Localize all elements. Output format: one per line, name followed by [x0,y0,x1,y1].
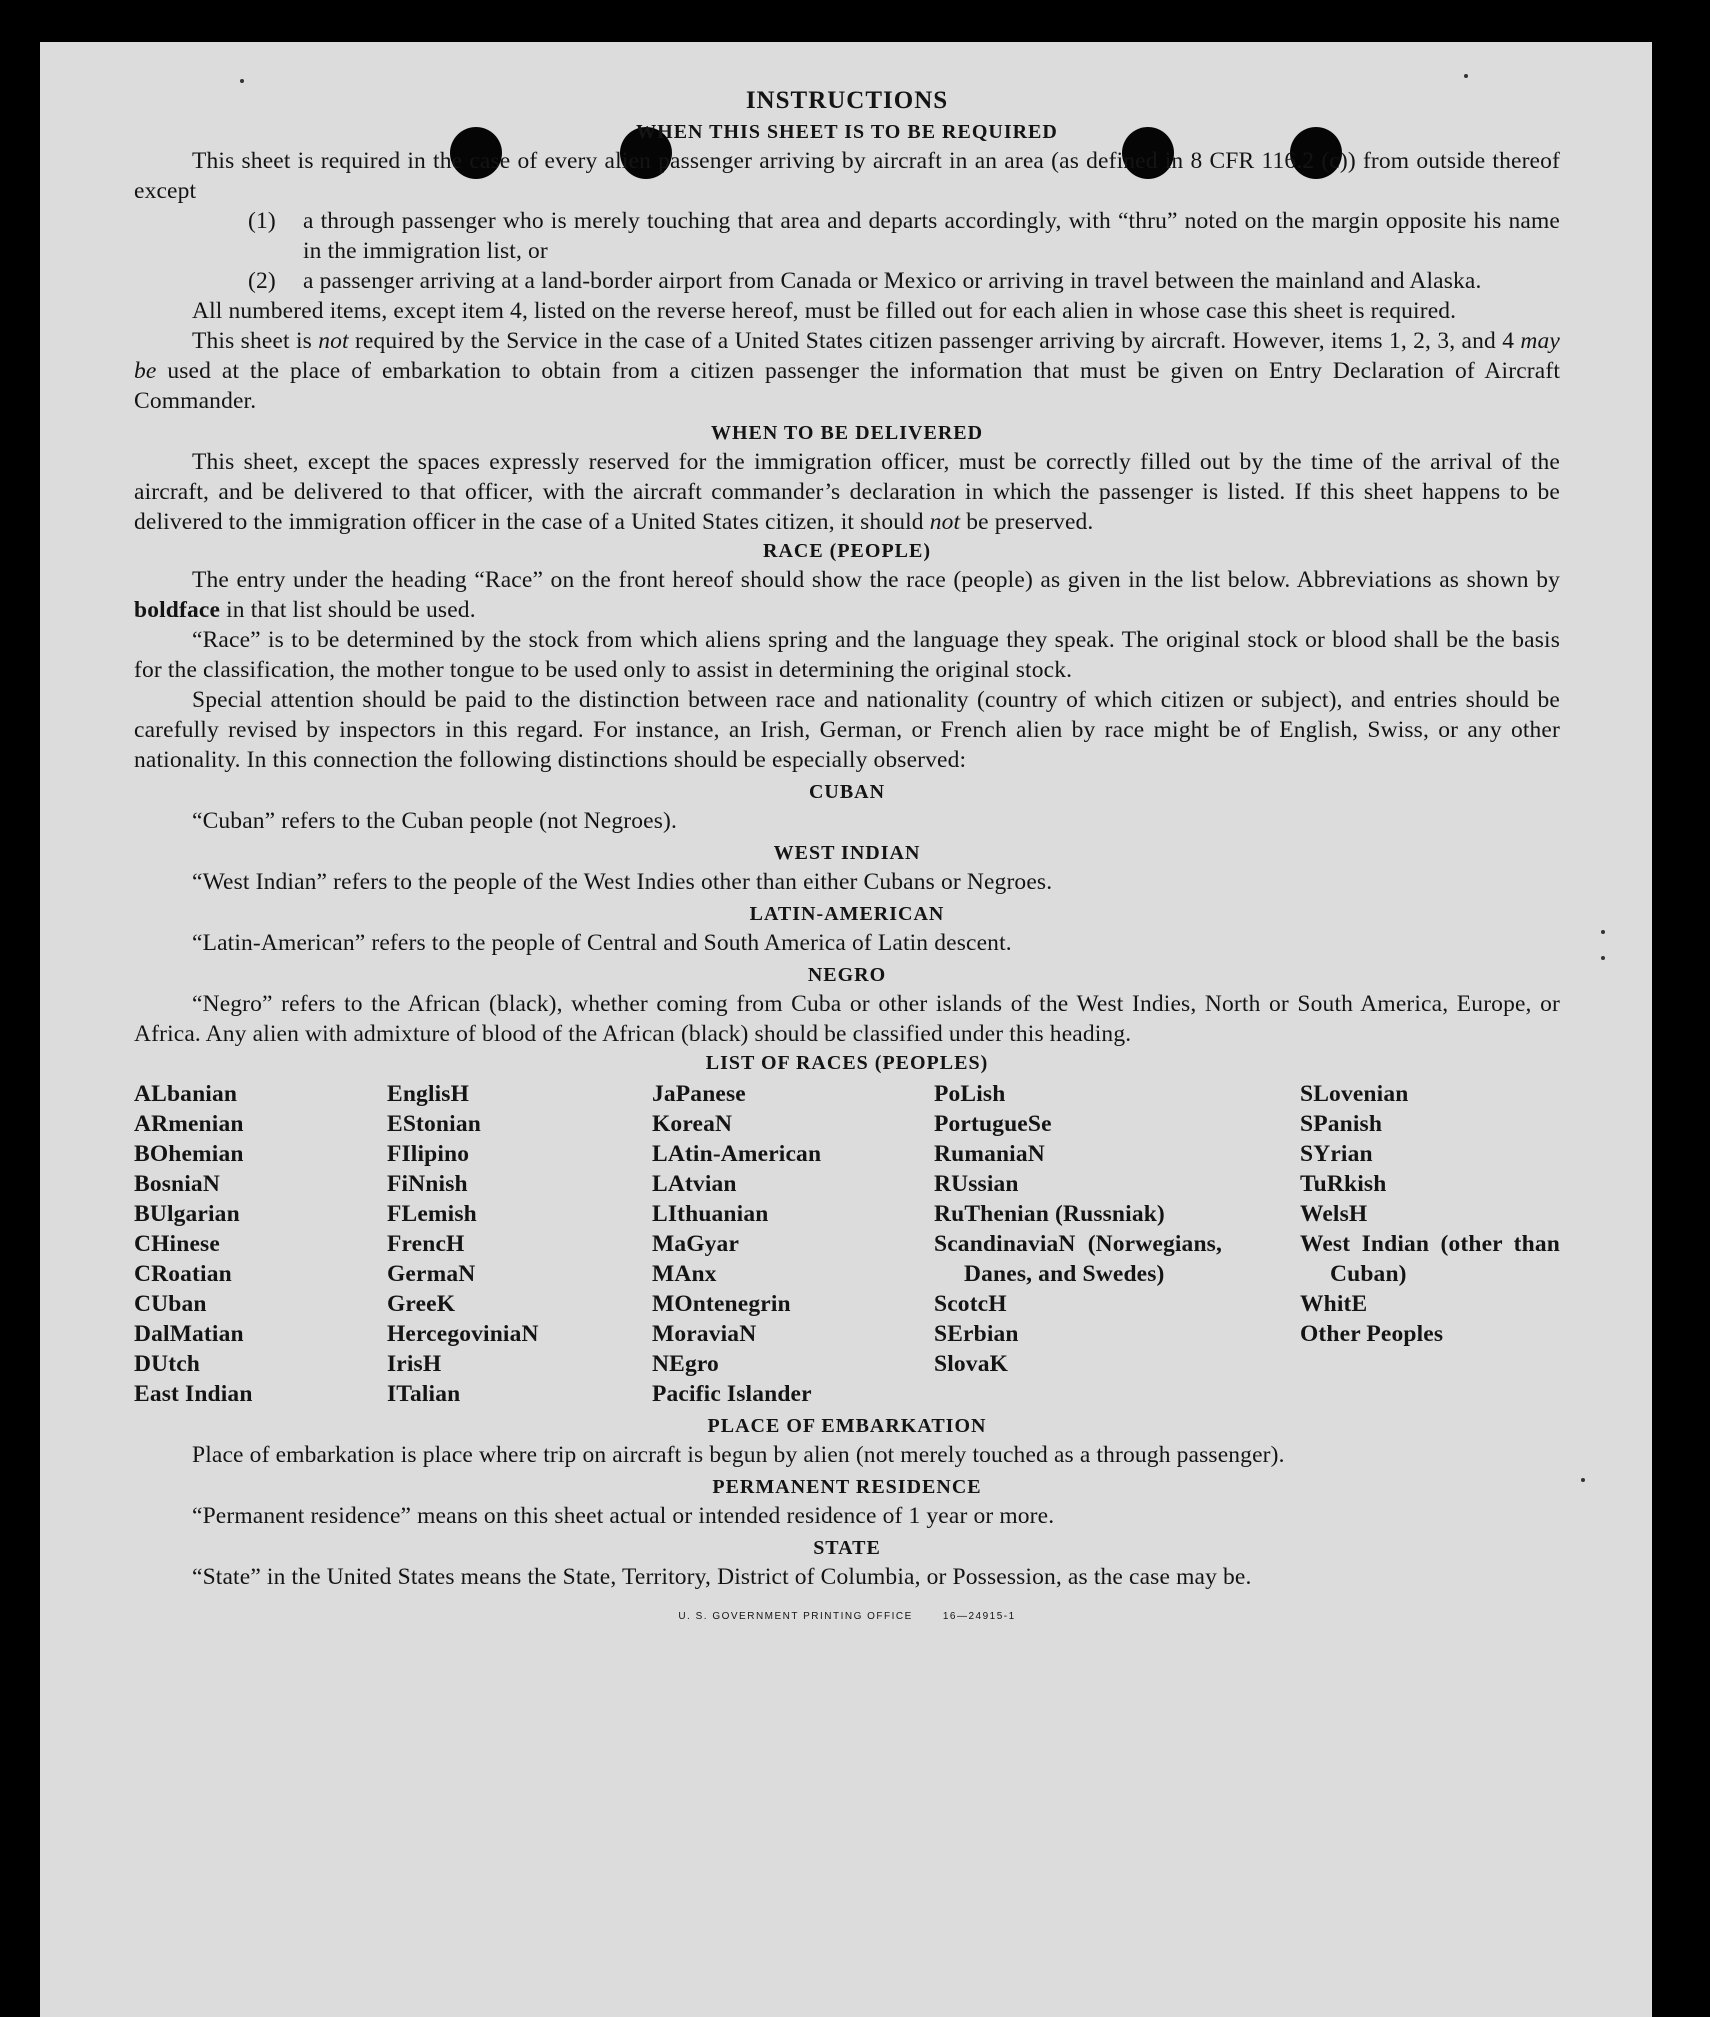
races-list [134,1079,1560,1409]
race-entry: RumaniaN [934,1141,1045,1167]
item-number: (2) [248,268,276,294]
race-entry: SYrian [1300,1141,1373,1167]
race-entry: EnglisH [387,1081,470,1107]
race-entry: JaPanese [652,1081,746,1107]
races-column [387,1079,652,1409]
item-number: (1) [248,208,276,234]
race-entry: ScandinaviaN (Norwegians, Danes, and Swedes) [934,1231,1222,1287]
race-entry: RuThenian (Russniak) [934,1201,1165,1227]
section-heading-state: STATE [813,1537,881,1559]
race-entry: EStonian [387,1111,481,1137]
paragraph: This sheet, except the spaces expressly reserved for the immigration officer, must be correctly filled out by the time of the arrival of the aircraft, and be delivered to that officer, with the aircraft commander’s declaration in which the passenger is listed. If this sheet happens to be delivered to the immigration officer in the case of a United States citizen, it should not be preserved. [134,449,1560,535]
race-entry: MAnx [652,1261,717,1287]
race-entry: FrencH [387,1231,465,1257]
section-heading-race: RACE (PEOPLE) [763,540,931,562]
item-text: a through passenger who is merely touching that area and departs accordingly, with “thru” noted on the margin opposite his name in the immigration list, or [303,208,1560,264]
form-code: 16—24915-1 [942,1611,1016,1622]
race-entry: GreeK [387,1291,456,1317]
race-entry: SLovenian [1300,1081,1409,1107]
paragraph: This sheet is not required by the Service in the case of a United States citizen passenger arriving by aircraft. However, items 1, 2, 3, and 4 may be used at the place of embarkation to obtain from a citizen passenger the information that must be given on Entry Declaration of Aircraft Commander. [134,328,1560,414]
paragraph: All numbered items, except item 4, listed on the reverse hereof, must be filled out for each alien in whose case this sheet is required. [192,298,1457,324]
race-entry: CHinese [134,1231,220,1257]
race-entry: HercegoviniaN [387,1321,539,1347]
section-heading-embarkation: PLACE OF EMBARKATION [707,1415,987,1437]
race-entry: Other Peoples [1300,1321,1444,1347]
races-column [134,1079,387,1409]
race-entry: ITalian [387,1381,461,1407]
race-entry: WelsH [1300,1201,1368,1227]
race-entry: RUssian [934,1171,1019,1197]
paragraph: “Race” is to be determined by the stock from which aliens spring and the language they speak. The original stock or blood shall be the basis for the classification, the mother tongue to be used only to assist in determining the original stock. [134,627,1560,683]
race-entry: SlovaK [934,1351,1009,1377]
section-heading-delivered: WHEN TO BE DELIVERED [710,422,984,444]
race-entry: WhitE [1300,1291,1368,1317]
speck [1601,956,1605,960]
race-entry: NEgro [652,1351,719,1377]
race-entry: DUtch [134,1351,201,1377]
paragraph: Special attention should be paid to the distinction between race and nationality (country of which citizen or subject), and entries should be carefully revised by inspectors in this regard. For instance, an Irish, German, or French alien by race might be of English, Swiss, or any other nationality. In this connection the following distinctions should be especially observed: [134,687,1560,773]
race-entry: KoreaN [652,1111,733,1137]
race-entry: FiNnish [387,1171,468,1197]
race-entry: BosniaN [134,1171,220,1197]
printer-name: U. S. GOVERNMENT PRINTING OFFICE [678,1611,913,1622]
race-entry: SPanish [1300,1111,1383,1137]
race-entry: ALbanian [134,1081,238,1107]
races-column [652,1079,934,1409]
race-entry: PortugueSe [934,1111,1052,1137]
instructions-text [134,84,1560,1622]
race-entry: West Indian (other than Cuban) [1300,1231,1560,1287]
paragraph: The entry under the heading “Race” on the front hereof should show the race (people) as given in the list below. Abbreviations as shown by boldface in that list should be used. [134,567,1560,623]
section-heading-required: WHEN THIS SHEET IS TO BE REQUIRED [636,121,1058,143]
races-column [1300,1079,1560,1409]
item-text: a passenger arriving at a land-border airport from Canada or Mexico or arriving in travel between the mainland and Alaska. [303,268,1482,294]
race-entry: CUban [134,1291,207,1317]
section-heading-cuban: CUBAN [808,781,886,803]
paragraph: “Latin-American” refers to the people of Central and South America of Latin descent. [192,930,1012,956]
paragraph: This sheet is required in the case of every alien passenger arriving by aircraft in an area (as defined in 8 CFR 116.2 (c)) from outside thereof except [134,148,1560,204]
section-heading-latin-american: LATIN-AMERICAN [749,903,945,925]
race-entry: ScotcH [934,1291,1007,1317]
race-entry: GermaN [387,1261,476,1287]
paragraph: Place of embarkation is place where trip on aircraft is begun by alien (not merely touched as a through passenger). [192,1442,1285,1468]
speck [1464,74,1468,78]
exception-item [248,266,1560,296]
race-entry: DalMatian [134,1321,244,1347]
race-entry: FIlipino [387,1141,470,1167]
race-entry: MaGyar [652,1231,740,1257]
race-entry: MoraviaN [652,1321,757,1347]
printer-footer [134,1602,1560,1632]
exception-item [248,206,1560,266]
race-entry: LAtvian [652,1171,737,1197]
section-heading-west-indian: WEST INDIAN [773,842,921,864]
race-entry: SErbian [934,1321,1019,1347]
race-entry: ARmenian [134,1111,244,1137]
race-entry: BOhemian [134,1141,244,1167]
race-entry: TuRkish [1300,1171,1387,1197]
race-entry: IrisH [387,1351,442,1377]
section-heading-races-list: LIST OF RACES (PEOPLES) [705,1052,989,1074]
race-entry: LAtin-American [652,1141,822,1167]
race-entry: East Indian [134,1381,253,1407]
document-page [40,42,1652,2017]
speck [240,79,244,83]
race-entry: PoLish [934,1081,1006,1107]
race-entry: FLemish [387,1201,477,1227]
races-column [934,1079,1222,1409]
speck [1601,930,1605,934]
race-entry: Pacific Islander [652,1381,812,1407]
paragraph: “Cuban” refers to the Cuban people (not Negroes). [192,808,678,834]
race-entry: BUlgarian [134,1201,240,1227]
race-entry: LIthuanian [652,1201,769,1227]
paragraph: “West Indian” refers to the people of the West Indies other than either Cubans or Negroes. [192,869,1053,895]
paragraph: “Negro” refers to the African (black), whether coming from Cuba or other islands of the West Indies, North or South America, Europe, or Africa. Any alien with admixture of blood of the African (black) should be classified under this heading. [134,991,1560,1047]
paragraph: “Permanent residence” means on this sheet actual or intended residence of 1 year or more. [192,1503,1055,1529]
race-entry: MOntenegrin [652,1291,791,1317]
paragraph: “State” in the United States means the State, Territory, District of Columbia, or Possession, as the case may be. [192,1564,1252,1590]
section-heading-residence: PERMANENT RESIDENCE [712,1476,982,1498]
page-title: INSTRUCTIONS [745,87,949,114]
speck [1581,1478,1585,1482]
race-entry: CRoatian [134,1261,232,1287]
section-heading-negro: NEGRO [807,964,887,986]
